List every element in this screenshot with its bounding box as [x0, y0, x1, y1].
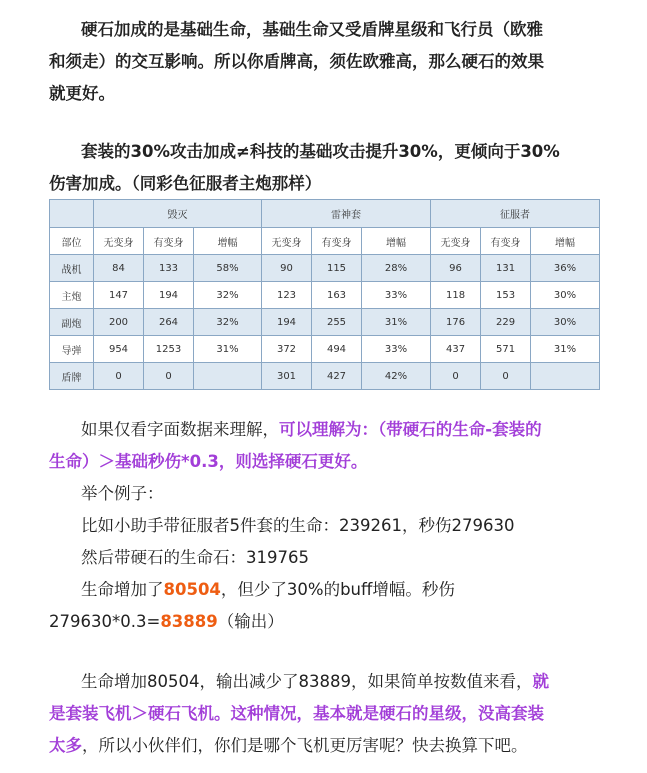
conclusion-line-1 — [49, 666, 599, 698]
set-note-paragraph — [49, 136, 599, 200]
table-cell: 200 — [94, 309, 144, 336]
table-corner-cell — [50, 200, 94, 228]
sub-header: 增幅 — [531, 228, 600, 255]
conclusion-plain-b: ，所以小伙伴们，你们是哪个飞机更厉害呢？快去换算下吧。 — [82, 736, 528, 755]
table-cell: 118 — [431, 282, 481, 309]
table-cell: 437 — [431, 336, 481, 363]
table-cell: 427 — [312, 363, 362, 390]
group-header-destruction: 毁灭 — [94, 200, 262, 228]
example-4-text-b: （输出） — [217, 612, 284, 631]
analysis-line-2: 生命）＞基础秒伤*0.3，则选择硬石更好。 — [49, 452, 368, 471]
table-cell: 571 — [481, 336, 531, 363]
table-cell: 32% — [194, 282, 262, 309]
example-line-2: 然后带硬石的生命石：319765 — [81, 548, 309, 567]
table-cell: 123 — [262, 282, 312, 309]
sub-header: 增幅 — [362, 228, 431, 255]
table-cell: 31% — [362, 309, 431, 336]
sub-header: 有变身 — [144, 228, 194, 255]
table-row — [50, 309, 600, 336]
example-line-4 — [49, 606, 599, 638]
table-cell: 96 — [431, 255, 481, 282]
table-row — [50, 255, 600, 282]
table-cell: 0 — [431, 363, 481, 390]
row-label: 战机 — [50, 255, 94, 282]
analysis-highlight-text: 可以理解为：（带硬石的生命-套装的 — [279, 420, 542, 439]
table-cell: 0 — [481, 363, 531, 390]
table-cell: 30% — [531, 309, 600, 336]
table-row — [50, 282, 600, 309]
table-row — [50, 336, 600, 363]
table-cell: 163 — [312, 282, 362, 309]
analysis-line-1 — [49, 414, 599, 446]
table-row — [50, 363, 600, 390]
table-cell — [531, 363, 600, 390]
example-line-3 — [49, 574, 599, 606]
table-cell: 301 — [262, 363, 312, 390]
table-cell: 31% — [531, 336, 600, 363]
set-note-line-1: 套装的30%攻击加成≠科技的基础攻击提升30%，更倾向于30% — [81, 142, 560, 161]
sub-header: 增幅 — [194, 228, 262, 255]
table-cell: 31% — [194, 336, 262, 363]
table-cell: 194 — [262, 309, 312, 336]
intro-line-2: 和须走）的交互影响。所以你盾牌高，须佐欧雅高，那么硬石的效果 — [49, 52, 544, 71]
table-cell: 0 — [94, 363, 144, 390]
row-label: 副炮 — [50, 309, 94, 336]
table-cell: 28% — [362, 255, 431, 282]
row-header-part: 部位 — [50, 228, 94, 255]
table-subheader-row — [50, 228, 600, 255]
table-cell: 90 — [262, 255, 312, 282]
conclusion-highlight-a: 就 — [532, 672, 549, 691]
table-group-header-row — [50, 200, 600, 228]
table-cell: 954 — [94, 336, 144, 363]
sub-header: 无变身 — [94, 228, 144, 255]
conclusion-plain-a: 生命增加80504，输出减少了83889，如果简单按数值来看， — [81, 672, 533, 691]
table-cell: 131 — [481, 255, 531, 282]
example-title: 举个例子： — [81, 484, 164, 503]
set-note-line-2: 伤害加成。（同彩色征服者主炮那样） — [49, 174, 322, 193]
table-cell: 153 — [481, 282, 531, 309]
intro-line-1: 硬石加成的是基础生命，基础生命又受盾牌星级和飞行员（欧雅 — [81, 20, 543, 39]
row-label: 主炮 — [50, 282, 94, 309]
table-cell: 255 — [312, 309, 362, 336]
conclusion-highlight-c: 太多 — [49, 736, 82, 755]
conclusion-line-2: 是套装飞机＞硬石飞机。这种情况，基本就是硬石的星级，没高套装 — [49, 704, 544, 723]
table-cell: 58% — [194, 255, 262, 282]
table-cell — [194, 363, 262, 390]
table-cell: 84 — [94, 255, 144, 282]
example-4-text-a: 279630*0.3= — [49, 612, 161, 631]
table-cell: 264 — [144, 309, 194, 336]
table-cell: 147 — [94, 282, 144, 309]
table-cell: 1253 — [144, 336, 194, 363]
row-label: 导弹 — [50, 336, 94, 363]
table-cell: 0 — [144, 363, 194, 390]
analysis-plain-text: 如果仅看字面数据来理解， — [81, 420, 279, 439]
sub-header: 有变身 — [481, 228, 531, 255]
sub-header: 无变身 — [431, 228, 481, 255]
table-cell: 30% — [531, 282, 600, 309]
comparison-table — [49, 199, 600, 390]
intro-line-3: 就更好。 — [49, 84, 115, 103]
group-header-thor-set: 雷神套 — [262, 200, 431, 228]
table-cell: 115 — [312, 255, 362, 282]
table-cell: 33% — [362, 336, 431, 363]
intro-paragraph — [49, 14, 599, 110]
hp-increase-number: 80504 — [163, 580, 221, 599]
analysis-paragraph — [49, 414, 599, 638]
table-cell: 42% — [362, 363, 431, 390]
group-header-conqueror: 征服者 — [431, 200, 600, 228]
table-cell: 33% — [362, 282, 431, 309]
table-cell: 133 — [144, 255, 194, 282]
table-cell: 36% — [531, 255, 600, 282]
conclusion-paragraph — [49, 666, 599, 762]
table-cell: 194 — [144, 282, 194, 309]
example-3-text-b: ，但少了30%的buff增幅。秒伤 — [220, 580, 455, 599]
table-cell: 494 — [312, 336, 362, 363]
table-cell: 32% — [194, 309, 262, 336]
dps-loss-number: 83889 — [160, 612, 218, 631]
table-cell: 176 — [431, 309, 481, 336]
conclusion-line-3 — [49, 730, 599, 762]
table-cell: 229 — [481, 309, 531, 336]
sub-header: 有变身 — [312, 228, 362, 255]
sub-header: 无变身 — [262, 228, 312, 255]
row-label: 盾牌 — [50, 363, 94, 390]
example-line-1: 比如小助手带征服者5件套的生命：239261，秒伤279630 — [81, 516, 515, 535]
example-3-text-a: 生命增加了 — [81, 580, 164, 599]
table-cell: 372 — [262, 336, 312, 363]
